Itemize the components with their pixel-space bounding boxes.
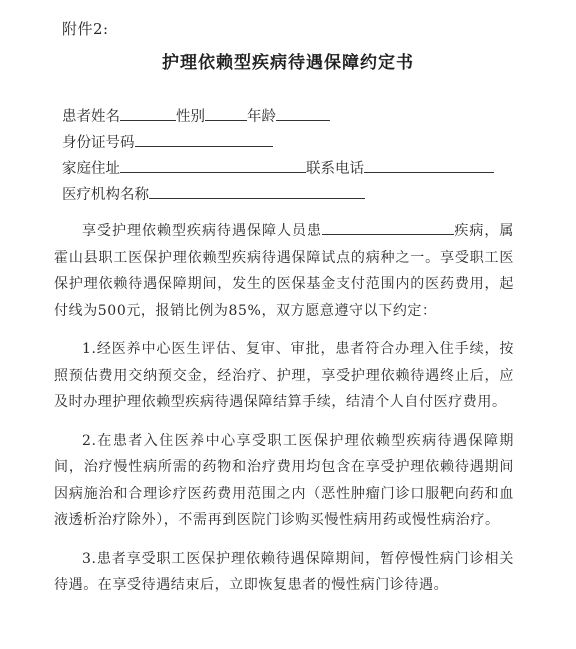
patient-name-field[interactable] xyxy=(120,106,176,121)
age-label: 年龄 xyxy=(247,109,276,125)
intro-paragraph xyxy=(54,218,514,324)
gender-field[interactable] xyxy=(205,106,247,121)
institution-field[interactable] xyxy=(149,184,365,199)
field-row-institution xyxy=(62,182,494,208)
patient-name-label: 患者姓名 xyxy=(62,109,120,125)
clause-3: 3.患者享受职工医保护理依赖待遇保障期间，暂停慢性病门诊相关待遇。在享受待遇结束后，立即恢复患者的慢性病门诊待遇。 xyxy=(54,550,514,593)
gender-label: 性别 xyxy=(176,109,205,125)
address-field[interactable] xyxy=(120,158,306,173)
clause-2: 2.在患者入住医养中心享受职工医保护理依赖型疾病待遇保障期间，治疗慢性病所需的药物和治疗费用均包含在享受护理依赖待遇期间因病施治和合理诊疗医药费用范围之内（恶性肿瘤门诊口服靶向药和血液透析治疗除外），不需再到医院门诊购买慢性病用药或慢性病治疗。 xyxy=(54,432,514,528)
intro-text-part1: 享受护理依赖型疾病待遇保障人员患 xyxy=(82,223,322,239)
address-label: 家庭住址 xyxy=(62,161,120,177)
field-row-address xyxy=(62,156,494,182)
field-row-basic-info xyxy=(62,104,494,130)
clause-1: 1.经医养中心医生评估、复审、审批，患者符合办理入住手续，按照预估费用交纳预交金，经治疗、护理，享受护理依赖待遇终止后，应及时办理护理依赖型疾病待遇保障结算手续，结清个人自付医疗费用。 xyxy=(54,341,514,410)
agreement-body xyxy=(54,218,514,599)
institution-label: 医疗机构名称 xyxy=(62,187,149,203)
id-number-label: 身份证号码 xyxy=(62,135,135,151)
form-fields xyxy=(62,104,494,208)
id-number-field[interactable] xyxy=(135,132,273,147)
intro-text-part2: 疾病，属霍山县职工医保护理依赖型疾病待遇保障试点的病种之一。享受职工医保护理依赖待遇保障期间，发生的医保基金支付范围内的医药费用，起付线为500元，报销比例为85%，双方愿意遵守以下约定： xyxy=(54,223,514,319)
age-field[interactable] xyxy=(276,106,330,121)
attachment-label: 附件2: xyxy=(62,20,109,38)
phone-field[interactable] xyxy=(364,158,494,173)
phone-label: 联系电话 xyxy=(306,161,364,177)
field-row-id xyxy=(62,130,494,156)
disease-name-field[interactable] xyxy=(322,220,454,235)
document-title: 护理依赖型疾病待遇保障约定书 xyxy=(162,53,414,73)
